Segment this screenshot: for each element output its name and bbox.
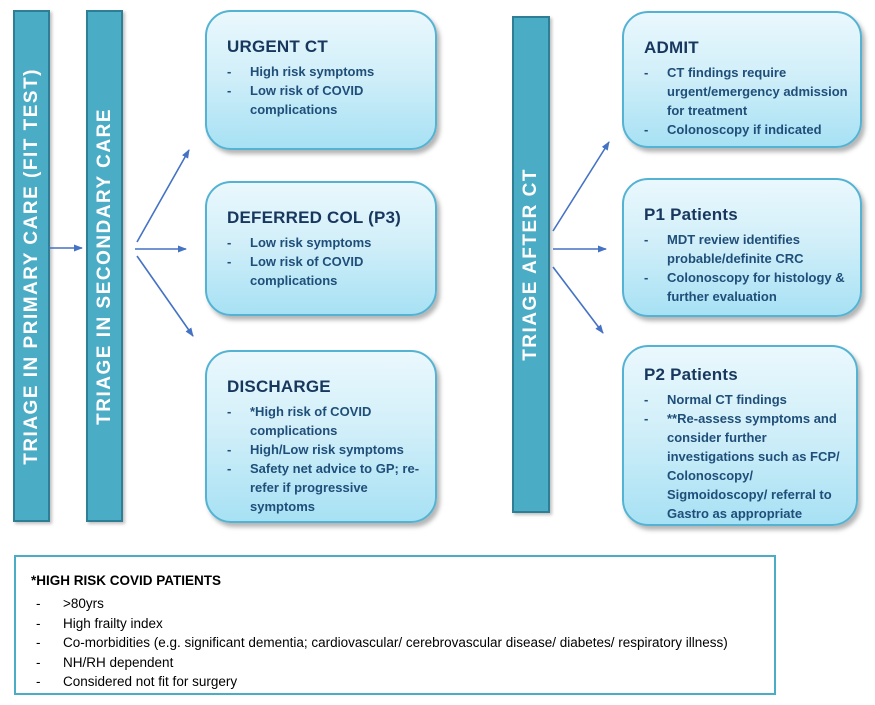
bullet-dash: -	[227, 442, 232, 457]
arrow-secondary-to-discharge	[137, 256, 193, 336]
list-item-text: Low risk of COVID complications	[250, 83, 364, 117]
arrow-secondary-to-urgent-ct	[137, 150, 189, 242]
bar-triage-after-ct	[512, 16, 550, 513]
box-p1-patients-items	[644, 230, 848, 306]
list-item	[644, 390, 844, 409]
list-item-text: Low risk of COVID complications	[250, 254, 364, 288]
bullet-dash: -	[36, 635, 41, 650]
bullet-dash: -	[644, 122, 649, 137]
bullet-dash: -	[227, 461, 232, 476]
bullet-dash: -	[227, 404, 232, 419]
list-item	[36, 614, 758, 634]
list-item	[644, 120, 848, 139]
box-p2-patients-title: P2 Patients	[644, 365, 738, 384]
list-item-text: Colonoscopy if indicated	[667, 122, 822, 137]
bar-triage-primary-care	[13, 10, 50, 522]
list-item	[644, 230, 848, 268]
bullet-dash: -	[227, 254, 232, 269]
bullet-dash: -	[227, 64, 232, 79]
box-p1-patients-title: P1 Patients	[644, 205, 738, 224]
box-deferred-col-p3-title: DEFERRED COL (P3)	[227, 208, 402, 227]
list-item-text: High risk symptoms	[250, 64, 375, 79]
list-item-text: NH/RH dependent	[63, 654, 174, 670]
list-item	[227, 81, 423, 119]
list-item-text: MDT review identifies probable/definite CRC	[667, 232, 804, 266]
list-item	[227, 233, 423, 252]
list-item-text: High/Low risk symptoms	[250, 442, 404, 457]
bar-triage-primary-care-label: TRIAGE IN PRIMARY CARE (FIT TEST)	[20, 67, 42, 465]
box-admit-items	[644, 63, 848, 139]
bullet-dash: -	[227, 83, 232, 98]
list-item-text: Co-morbidities (e.g. significant dementia; cardiovascular/ cerebrovascular disease/ diabetes/ respiratory illness)	[63, 635, 728, 650]
box-p2-patients-items	[644, 390, 844, 523]
bullet-dash: -	[36, 654, 41, 670]
list-item-text: Normal CT findings	[667, 392, 787, 407]
list-item	[227, 440, 423, 459]
box-discharge	[205, 350, 437, 523]
box-p2-patients	[622, 345, 858, 526]
arrow-afterct-to-admit	[553, 142, 609, 231]
box-deferred-col-p3-items	[227, 233, 423, 290]
bullet-dash: -	[36, 615, 41, 631]
arrow-afterct-to-p2	[553, 267, 603, 333]
list-item-text: Low risk symptoms	[250, 235, 372, 250]
list-item	[36, 653, 758, 673]
bullet-dash: -	[644, 392, 649, 407]
list-item	[644, 409, 844, 523]
bullet-dash: -	[227, 235, 232, 250]
box-urgent-ct	[205, 10, 437, 150]
list-item-text: >80yrs	[63, 596, 104, 611]
list-item-text: High frailty index	[63, 615, 163, 631]
bullet-dash: -	[36, 596, 41, 611]
list-item-text: Safety net advice to GP; re-refer if progressive symptoms	[250, 461, 420, 514]
bullet-dash: -	[644, 411, 649, 426]
box-admit-title: ADMIT	[644, 38, 699, 57]
list-item	[644, 63, 848, 120]
high-risk-covid-legend-title: *HIGH RISK COVID PATIENTS	[31, 573, 222, 588]
list-item-text: Colonoscopy for histology & further evaluation	[667, 270, 845, 304]
list-item	[227, 402, 423, 440]
bullet-dash: -	[644, 270, 649, 285]
bullet-dash: -	[644, 232, 649, 247]
bar-triage-secondary-care	[86, 10, 123, 522]
high-risk-covid-legend	[14, 555, 776, 695]
box-discharge-title: DISCHARGE	[227, 377, 331, 396]
box-urgent-ct-items	[227, 62, 423, 119]
list-item-text: Considered not fit for surgery	[63, 674, 238, 689]
list-item	[644, 268, 848, 306]
bar-triage-after-ct-label: TRIAGE AFTER CT	[520, 168, 541, 361]
list-item-text: **Re-assess symptoms and consider further investigations such as FCP/ Colonoscopy/ Sigmoidoscopy/ referral to Gastro as appropriate	[667, 411, 840, 521]
list-item	[36, 594, 758, 614]
list-item	[227, 459, 423, 516]
box-p1-patients	[622, 178, 862, 317]
list-item	[227, 252, 423, 290]
high-risk-covid-legend-items	[31, 594, 758, 692]
list-item	[227, 62, 423, 81]
bullet-dash: -	[644, 65, 649, 80]
bar-triage-secondary-care-label: TRIAGE IN SECONDARY CARE	[93, 107, 115, 425]
list-item-text: *High risk of COVID complications	[250, 404, 372, 438]
box-discharge-items	[227, 402, 423, 516]
list-item-text: CT findings require urgent/emergency admission for treatment	[667, 65, 848, 118]
list-item	[36, 672, 758, 692]
list-item	[36, 633, 758, 653]
box-admit	[622, 11, 862, 148]
bullet-dash: -	[36, 674, 41, 689]
box-deferred-col-p3	[205, 181, 437, 316]
box-urgent-ct-title: URGENT CT	[227, 37, 328, 56]
